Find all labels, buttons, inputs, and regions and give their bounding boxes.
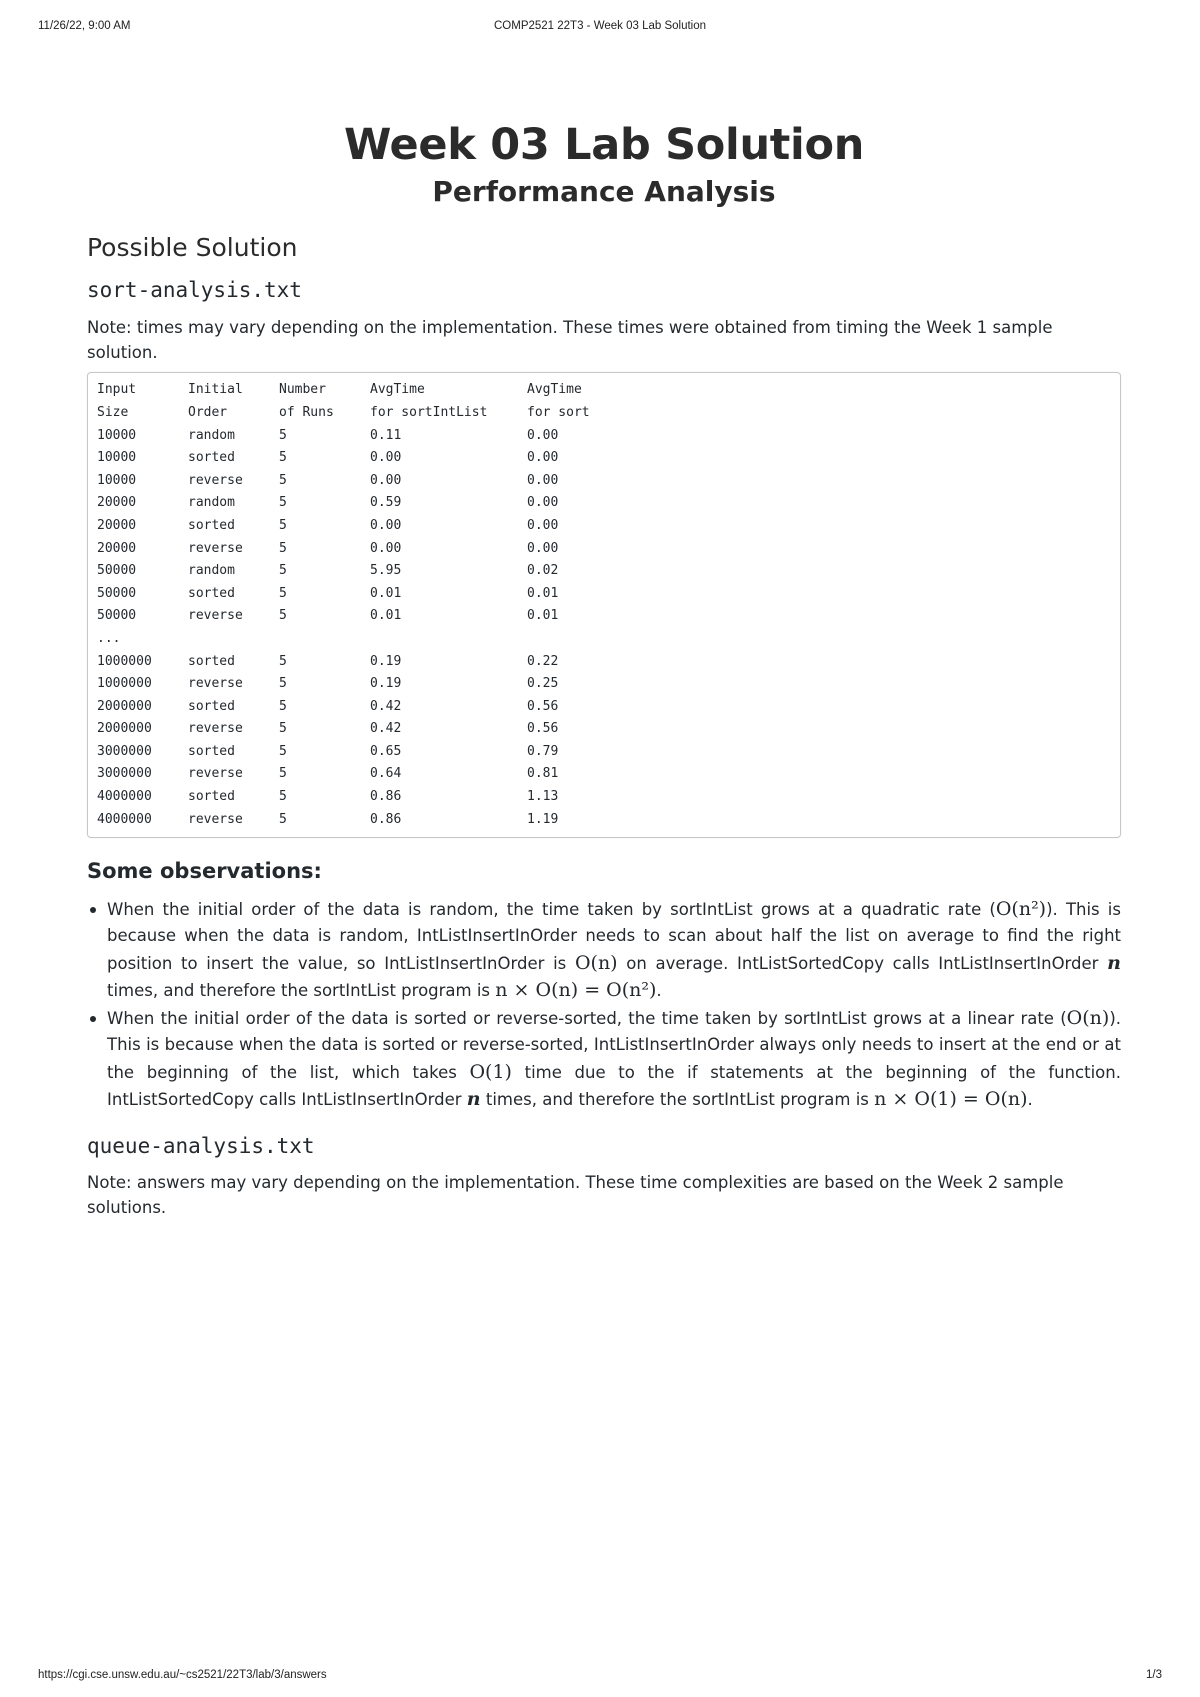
code-cell: 0.00 (527, 450, 559, 466)
print-header (38, 20, 1162, 36)
obs2-text-1: When the initial order of the data is sorted or reverse-sorted, the time taken by sortIntList grows at a linear rate ( (107, 1008, 1067, 1028)
code-cell: random (188, 427, 235, 443)
code-cell: 1000000 (97, 676, 152, 692)
code-cell: Size (97, 404, 129, 420)
code-cell: 10000 (97, 450, 137, 466)
code-cell: sorted (188, 653, 235, 669)
code-cell (527, 628, 647, 651)
code-cell: 0.00 (527, 540, 559, 556)
math-n: n (1107, 951, 1121, 974)
code-cell: of Runs (279, 404, 334, 420)
code-cell: 0.86 (370, 811, 402, 827)
sort-analysis-code-block (87, 372, 1121, 838)
print-footer (38, 1669, 1162, 1685)
code-cell: 5 (279, 608, 287, 624)
code-cell: reverse (188, 676, 243, 692)
code-header-row (97, 402, 1111, 425)
code-cell: Order (188, 404, 228, 420)
code-data-row (97, 605, 1111, 628)
code-cell: 0.19 (370, 676, 402, 692)
code-cell: 0.81 (527, 766, 559, 782)
code-cell: 5 (279, 676, 287, 692)
code-data-row (97, 628, 1111, 651)
section-heading-possible-solution: Possible Solution (87, 232, 298, 262)
observations-heading: Some observations: (87, 859, 322, 884)
code-cell: 0.11 (370, 427, 402, 443)
code-cell: 0.56 (527, 698, 559, 714)
code-cell: reverse (188, 811, 243, 827)
code-cell: 1.13 (527, 789, 559, 805)
code-cell: 20000 (97, 495, 137, 511)
print-url: https://cgi.cse.unsw.edu.au/~cs2521/22T3/lab/3/answers (38, 1669, 327, 1681)
code-cell: 0.79 (527, 743, 559, 759)
code-cell: sorted (188, 698, 235, 714)
code-data-row (97, 470, 1111, 493)
code-cell: 5 (279, 540, 287, 556)
code-cell: 5 (279, 789, 287, 805)
code-cell: 0.00 (527, 427, 559, 443)
code-cell: 5 (279, 811, 287, 827)
sort-analysis-note: Note: times may vary depending on the implementation. These times were obtained from timing the Week 1 sample solution. (87, 317, 1053, 362)
code-cell: 5 (279, 743, 287, 759)
code-cell: 0.00 (370, 540, 402, 556)
code-cell: 5 (279, 585, 287, 601)
code-header-row (97, 379, 1111, 402)
queue-analysis-note: Note: answers may vary depending on the implementation. These time complexities are based on the Week 2 sample solutions. (87, 1172, 1064, 1217)
queue-analysis-filename: queue-analysis.txt (87, 1133, 315, 1158)
obs2-text-3: time due to the if statements at the beginning of the function. IntListSortedCopy calls IntListInsertInOrder (107, 1062, 1121, 1110)
code-cell: Initial (188, 382, 243, 398)
sort-analysis-filename: sort-analysis.txt (87, 278, 302, 303)
code-data-row (97, 560, 1111, 583)
code-data-row (97, 583, 1111, 606)
code-cell: 0.25 (527, 676, 559, 692)
code-cell: sorted (188, 789, 235, 805)
code-cell: sorted (188, 450, 235, 466)
code-cell: 0.00 (370, 517, 402, 533)
page-title: Week 03 Lab Solution (343, 120, 865, 170)
math-o-n: O(n) (574, 951, 618, 974)
code-cell: sorted (188, 517, 235, 533)
code-cell: 50000 (97, 608, 137, 624)
observations-list (87, 896, 1121, 1114)
code-cell: 5 (279, 450, 287, 466)
code-cell: 20000 (97, 517, 137, 533)
code-cell: sorted (188, 585, 235, 601)
code-cell: 3000000 (97, 743, 152, 759)
code-cell: 0.19 (370, 653, 402, 669)
code-data-row (97, 741, 1111, 764)
code-data-row (97, 763, 1111, 786)
code-cell: 5 (279, 698, 287, 714)
code-cell: 5.95 (370, 563, 402, 579)
code-cell: 5 (279, 517, 287, 533)
code-cell: 2000000 (97, 721, 152, 737)
code-cell: random (188, 563, 235, 579)
code-data-row (97, 515, 1111, 538)
code-cell: 0.01 (527, 608, 559, 624)
code-cell: 0.00 (527, 495, 559, 511)
document-content (87, 120, 1121, 1220)
code-cell: ... (97, 630, 121, 646)
code-cell: 5 (279, 766, 287, 782)
code-cell: reverse (188, 608, 243, 624)
obs1-text-4: times, and therefore the sortIntList program is (107, 981, 496, 1001)
math-n-times-o-1: n × O(1) = O(n) (874, 1088, 1028, 1111)
code-cell: AvgTime (527, 382, 582, 398)
code-cell (370, 628, 527, 651)
code-cell: 5 (279, 653, 287, 669)
code-cell: 4000000 (97, 811, 152, 827)
code-data-row (97, 538, 1111, 561)
code-cell: 5 (279, 472, 287, 488)
observation-random (107, 896, 1121, 1005)
code-cell: 0.42 (370, 698, 402, 714)
obs1-text-5: . (656, 981, 662, 1001)
code-data-row (97, 696, 1111, 719)
code-cell: AvgTime (370, 382, 425, 398)
code-cell: 0.02 (527, 563, 559, 579)
code-cell: reverse (188, 540, 243, 556)
code-cell (279, 628, 370, 651)
math-n-times-o-n: n × O(n) = O(n²) (495, 979, 657, 1002)
code-cell: 0.00 (370, 450, 402, 466)
code-cell: reverse (188, 721, 243, 737)
print-page-title: COMP2521 22T3 - Week 03 Lab Solution (493, 20, 707, 32)
observation-sorted (107, 1005, 1121, 1114)
obs2-text-2: ). This is because when the data is sorted or reverse-sorted, IntListInsertInOrder always only needs to insert at the end or at the beginning of the list, which takes (107, 1008, 1121, 1082)
code-data-row (97, 425, 1111, 448)
code-data-row (97, 447, 1111, 470)
code-data-row (97, 786, 1111, 809)
code-cell: 0.00 (527, 472, 559, 488)
obs1-text-1: When the initial order of the data is random, the time taken by sortIntList grows at a quadratic rate ( (107, 899, 996, 919)
obs2-text-5: . (1027, 1090, 1033, 1110)
code-cell: 2000000 (97, 698, 152, 714)
obs2-text-4: times, and therefore the sortIntList program is (480, 1090, 875, 1110)
code-cell: reverse (188, 472, 243, 488)
obs1-text-2: ). This is because when the data is random, IntListInsertInOrder needs to scan about half the list on average to find the right position to insert the value, so IntListInsertInOrder is (107, 899, 1121, 973)
code-cell: for sortIntList (370, 404, 488, 420)
code-data-row (97, 651, 1111, 674)
code-cell: 0.01 (370, 585, 402, 601)
code-cell: 50000 (97, 585, 137, 601)
code-data-row (97, 718, 1111, 741)
code-cell: 1.19 (527, 811, 559, 827)
code-cell: 0.00 (370, 472, 402, 488)
code-cell: 5 (279, 427, 287, 443)
code-data-row (97, 492, 1111, 515)
code-cell: 0.64 (370, 766, 402, 782)
code-cell: 20000 (97, 540, 137, 556)
code-cell: 5 (279, 563, 287, 579)
code-cell: for sort (527, 404, 590, 420)
code-cell: reverse (188, 766, 243, 782)
code-cell: 0.01 (370, 608, 402, 624)
code-cell: 0.00 (527, 517, 559, 533)
code-cell: 0.22 (527, 653, 559, 669)
code-cell: 50000 (97, 563, 137, 579)
page-subtitle: Performance Analysis (432, 174, 776, 208)
math-o-1: O(1) (469, 1060, 512, 1083)
code-cell: 5 (279, 495, 287, 511)
code-cell: sorted (188, 743, 235, 759)
code-cell: random (188, 495, 235, 511)
code-cell: 10000 (97, 427, 137, 443)
code-cell: 1000000 (97, 653, 152, 669)
code-cell: 0.86 (370, 789, 402, 805)
code-cell: 5 (279, 721, 287, 737)
code-cell: 0.65 (370, 743, 402, 759)
math-n-2: n (466, 1088, 481, 1111)
math-o-n-squared: O(n²) (995, 897, 1047, 920)
code-data-row (97, 809, 1111, 832)
code-cell: 0.59 (370, 495, 402, 511)
code-cell (188, 628, 279, 651)
code-cell: 4000000 (97, 789, 152, 805)
code-cell: 3000000 (97, 766, 152, 782)
obs1-text-3: on average. IntListSortedCopy calls IntListInsertInOrder (617, 953, 1108, 973)
code-cell: Input (97, 382, 137, 398)
code-cell: Number (279, 382, 326, 398)
code-cell: 0.42 (370, 721, 402, 737)
code-cell: 10000 (97, 472, 137, 488)
code-cell: 0.56 (527, 721, 559, 737)
math-o-n-linear: O(n) (1066, 1006, 1110, 1029)
print-datetime: 11/26/22, 9:00 AM (38, 20, 131, 32)
code-data-row (97, 673, 1111, 696)
print-page-number: 1/3 (1146, 1669, 1162, 1681)
code-cell: 0.01 (527, 585, 559, 601)
